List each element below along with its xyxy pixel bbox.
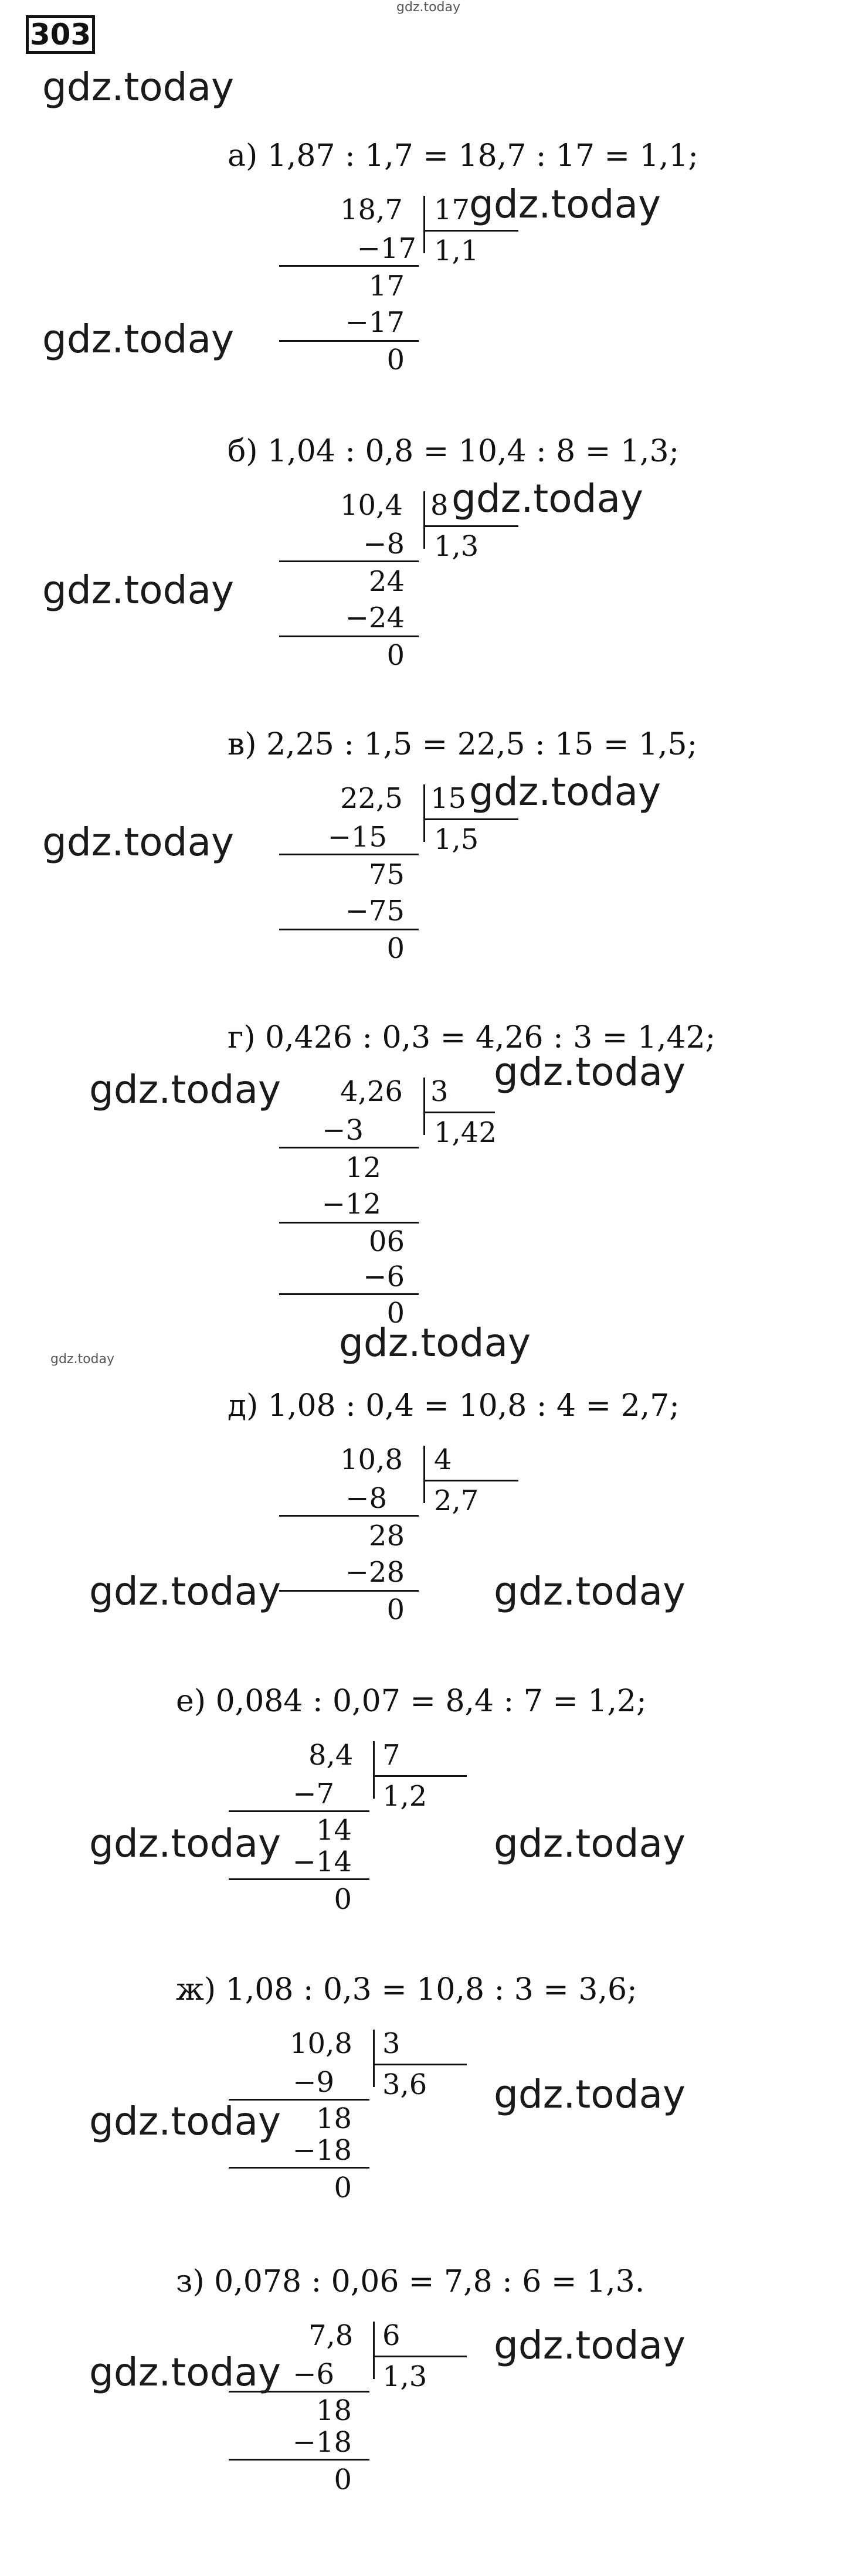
watermark-small-top: gdz.today bbox=[396, 0, 461, 15]
final-remainder: 0 bbox=[386, 344, 405, 376]
watermark: gdz.today bbox=[339, 1320, 531, 1365]
division-bar bbox=[423, 784, 425, 842]
expression: г) 0,426 : 0,3 = 4,26 : 3 = 1,42; bbox=[228, 1020, 716, 1055]
step-line bbox=[229, 2459, 369, 2461]
quotient: 3,6 bbox=[382, 2068, 427, 2101]
watermark: gdz.today bbox=[452, 476, 644, 521]
division-bar bbox=[423, 491, 425, 549]
step-subtract: −17 bbox=[357, 232, 416, 265]
quotient: 1,1 bbox=[434, 235, 479, 267]
watermark: gdz.today bbox=[89, 2350, 281, 2395]
step-line bbox=[279, 929, 419, 930]
quotient: 1,3 bbox=[434, 530, 479, 563]
step-subtract: −8 bbox=[345, 1482, 387, 1515]
divisor-underline bbox=[425, 818, 518, 820]
watermark-small: gdz.today bbox=[50, 1352, 115, 1367]
step-subtract: −6 bbox=[363, 1260, 405, 1293]
divisor-underline bbox=[425, 525, 518, 527]
step-remainder: 18 bbox=[315, 2394, 352, 2427]
step-remainder: 18 bbox=[315, 2102, 352, 2135]
watermark: gdz.today bbox=[89, 1569, 281, 1614]
division-bar bbox=[373, 2322, 375, 2379]
step-line bbox=[279, 635, 419, 637]
expression: е) 0,084 : 0,07 = 8,4 : 7 = 1,2; bbox=[176, 1684, 647, 1719]
division-bar bbox=[373, 1741, 375, 1799]
divisor-underline bbox=[425, 1480, 518, 1481]
divisor: 8 bbox=[430, 489, 449, 522]
divisor: 4 bbox=[434, 1443, 452, 1476]
final-remainder: 0 bbox=[386, 1593, 405, 1626]
step-subtract: −7 bbox=[293, 1778, 334, 1810]
dividend: 4,26 bbox=[340, 1075, 403, 1108]
quotient: 1,3 bbox=[382, 2360, 427, 2393]
watermark: gdz.today bbox=[42, 317, 235, 362]
step-subtract: −9 bbox=[293, 2066, 334, 2099]
expression: ж) 1,08 : 0,3 = 10,8 : 3 = 3,6; bbox=[176, 1972, 637, 2007]
step-subtract: −6 bbox=[293, 2358, 334, 2391]
divisor-underline bbox=[425, 1112, 495, 1113]
quotient: 1,2 bbox=[382, 1780, 427, 1813]
division-bar bbox=[373, 2030, 375, 2087]
divisor-underline bbox=[374, 1775, 467, 1777]
dividend: 18,7 bbox=[340, 193, 403, 226]
watermark: gdz.today bbox=[42, 820, 235, 865]
step-line bbox=[279, 1222, 419, 1224]
dividend: 10,8 bbox=[290, 2027, 352, 2060]
dividend: 7,8 bbox=[308, 2319, 354, 2352]
step-remainder: 06 bbox=[368, 1225, 405, 1258]
divisor: 6 bbox=[382, 2319, 401, 2352]
dividend: 8,4 bbox=[308, 1739, 354, 1772]
step-line bbox=[279, 854, 419, 855]
watermark: gdz.today bbox=[89, 1821, 281, 1866]
step-remainder: 14 bbox=[315, 1814, 352, 1847]
watermark: gdz.today bbox=[494, 1569, 686, 1614]
final-remainder: 0 bbox=[386, 639, 405, 672]
step-line bbox=[229, 1810, 369, 1812]
step-line bbox=[279, 265, 419, 267]
quotient: 2,7 bbox=[434, 1484, 479, 1517]
step-subtract: −17 bbox=[345, 306, 405, 339]
expression: б) 1,04 : 0,8 = 10,4 : 8 = 1,3; bbox=[228, 434, 680, 469]
step-subtract: −3 bbox=[322, 1114, 364, 1147]
division-bar bbox=[423, 1446, 425, 1503]
step-remainder: 28 bbox=[368, 1520, 405, 1552]
step-line bbox=[279, 1515, 419, 1517]
step-remainder: 75 bbox=[368, 858, 405, 891]
step-subtract: −18 bbox=[292, 2426, 352, 2459]
watermark: gdz.today bbox=[494, 1821, 686, 1866]
divisor-underline bbox=[425, 230, 518, 232]
watermark: gdz.today bbox=[494, 1049, 686, 1095]
watermark: gdz.today bbox=[42, 567, 235, 613]
watermark: gdz.today bbox=[469, 182, 661, 227]
final-remainder: 0 bbox=[334, 2463, 352, 2496]
step-subtract: −75 bbox=[345, 895, 405, 927]
step-line bbox=[229, 2167, 369, 2169]
divisor: 15 bbox=[430, 782, 467, 815]
step-subtract: −15 bbox=[327, 821, 387, 854]
expression: д) 1,08 : 0,4 = 10,8 : 4 = 2,7; bbox=[228, 1388, 680, 1423]
quotient: 1,42 bbox=[434, 1116, 497, 1149]
final-remainder: 0 bbox=[386, 1297, 405, 1330]
step-subtract: −12 bbox=[321, 1188, 381, 1221]
step-line bbox=[279, 1147, 419, 1148]
step-subtract: −24 bbox=[345, 601, 405, 634]
step-subtract: −28 bbox=[345, 1556, 405, 1589]
step-remainder: 24 bbox=[368, 565, 405, 598]
divisor-underline bbox=[374, 2064, 467, 2065]
step-line bbox=[279, 560, 419, 562]
step-subtract: −14 bbox=[292, 1846, 352, 1878]
quotient: 1,5 bbox=[434, 823, 479, 856]
step-line bbox=[229, 1878, 369, 1880]
final-remainder: 0 bbox=[386, 932, 405, 965]
divisor: 3 bbox=[382, 2027, 401, 2060]
divisor: 17 bbox=[434, 193, 470, 226]
watermark: gdz.today bbox=[494, 2323, 686, 2368]
division-bar bbox=[423, 1078, 425, 1135]
expression: в) 2,25 : 1,5 = 22,5 : 15 = 1,5; bbox=[228, 727, 698, 762]
watermark: gdz.today bbox=[494, 2072, 686, 2117]
expression: з) 0,078 : 0,06 = 7,8 : 6 = 1,3. bbox=[176, 2264, 645, 2299]
step-line bbox=[279, 1293, 419, 1295]
dividend: 10,8 bbox=[340, 1443, 403, 1476]
divisor-underline bbox=[374, 2356, 467, 2357]
step-line bbox=[279, 1590, 419, 1592]
final-remainder: 0 bbox=[334, 2171, 352, 2204]
divisor: 3 bbox=[430, 1075, 449, 1108]
step-line bbox=[279, 340, 419, 342]
dividend: 22,5 bbox=[340, 782, 403, 815]
step-subtract: −18 bbox=[292, 2134, 352, 2167]
step-subtract: −8 bbox=[363, 528, 405, 560]
step-remainder: 12 bbox=[345, 1151, 381, 1184]
division-bar bbox=[423, 196, 425, 253]
dividend: 10,4 bbox=[340, 489, 403, 522]
divisor: 7 bbox=[382, 1739, 401, 1772]
watermark: gdz.today bbox=[469, 769, 661, 814]
task-number: 303 bbox=[26, 15, 95, 54]
final-remainder: 0 bbox=[334, 1883, 352, 1916]
watermark: gdz.today bbox=[89, 1067, 281, 1112]
watermark: gdz.today bbox=[89, 2099, 281, 2144]
watermark: gdz.today bbox=[42, 64, 235, 110]
step-remainder: 17 bbox=[368, 270, 405, 303]
expression: а) 1,87 : 1,7 = 18,7 : 17 = 1,1; bbox=[228, 138, 698, 174]
